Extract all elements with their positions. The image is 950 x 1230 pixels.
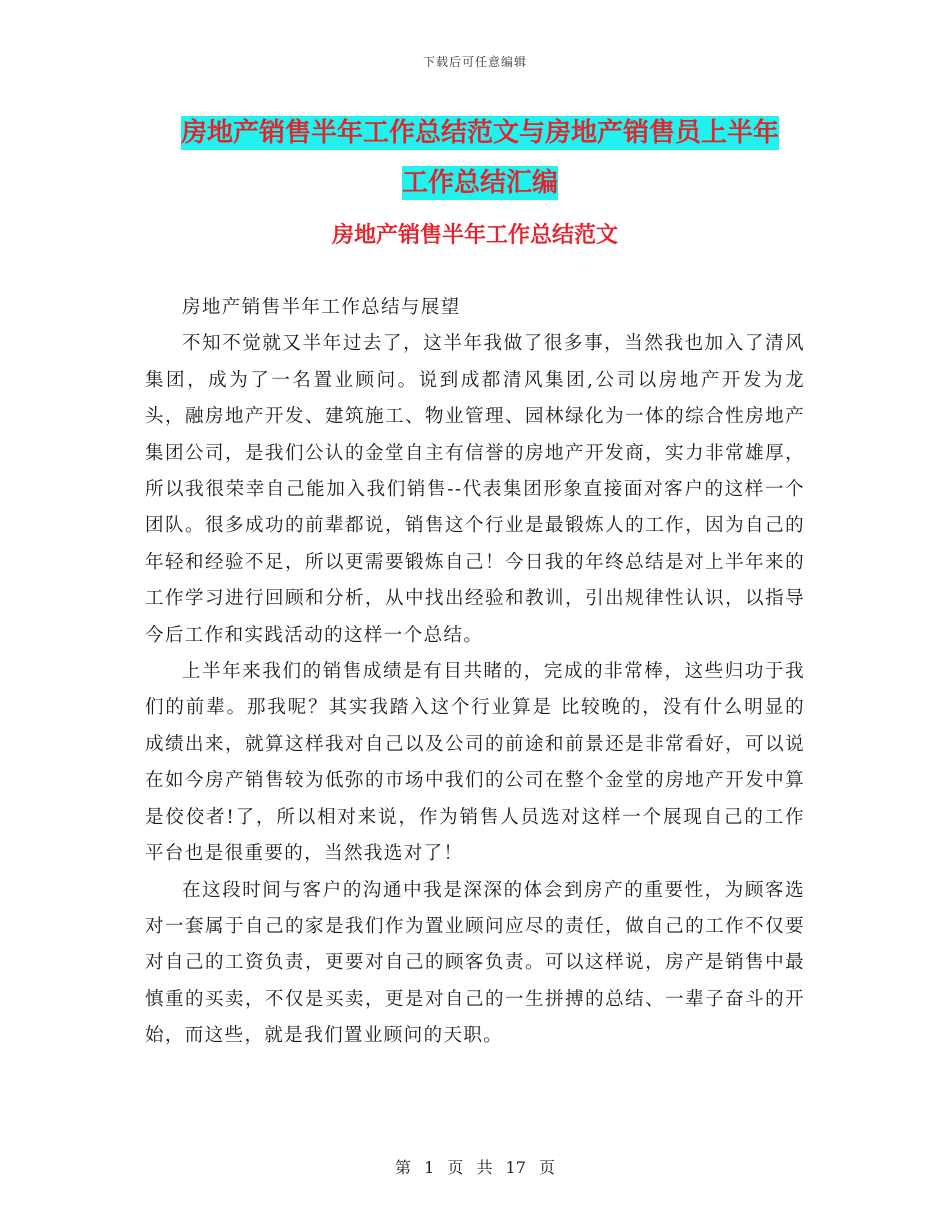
document-title: [140, 108, 820, 208]
document-body: [145, 290, 805, 1055]
document-title-line-1: 房地产销售半年工作总结范文与房地产销售员上半年: [180, 118, 779, 148]
body-paragraph: 在这段时间与客户的沟通中我是深深的体会到房产的重要性，为顾客选对一套属于自己的家是我们作为置业顾问应尽的责任，做自己的工作不仅要对自己的工资负责，更要对自己的顾客负责。可以这样说，房产是销售中最慎重的买卖，不仅是买卖，更是对自己的一生拼搏的总结、一辈子奋斗的开始，而这些，就是我们置业顾问的天职。: [145, 879, 805, 1047]
body-paragraph: 不知不觉就又半年过去了，这半年我做了很多事，当然我也加入了清风集团，成为了一名置业顾问。说到成都清风集团,公司以房地产开发为龙头，融房地产开发、建筑施工、物业管理、园林绿化为一体的综合性房地产集团公司，是我们公认的金堂自主有信誉的房地产开发商，实力非常雄厚，所以我很荣幸自己能加入我们销售--代表集团形象直接面对客户的这样一个团队。很多成功的前辈都说，销售这个行业是最锻炼人的工作，因为自己的年轻和经验不足，所以更需要锻炼自己！今日我的年终总结是对上半年来的工作学习进行回顾和分析，从中找出经验和教训，引出规律性认识，以指导今后工作和实践活动的这样一个总结。: [145, 333, 805, 646]
page-header-note: 下载后可任意编辑: [422, 55, 527, 69]
body-paragraph-subtitle: 房地产销售半年工作总结与展望: [182, 297, 461, 318]
body-paragraph: 上半年来我们的销售成绩是有目共睹的，完成的非常棒，这些归功于我们的前辈。那我呢？其实我踏入这个行业算是 比较晚的，没有什么明显的成绩出来，就算这样我对自己以及公司的前途和前景还是非常看好，可以说在如今房产销售较为低弥的市场中我们的公司在整个金堂的房地产开发中算是佼佼者!了，所以相对来说，作为销售人员选对这样一个展现自己的工作平台也是很重要的，当然我选对了！: [145, 661, 805, 865]
section-title: 房地产销售半年工作总结范文: [331, 223, 618, 248]
document-title-line-2: 工作总结汇编: [401, 168, 558, 198]
page-footer: 第 1 页 共 17 页: [395, 1158, 555, 1177]
